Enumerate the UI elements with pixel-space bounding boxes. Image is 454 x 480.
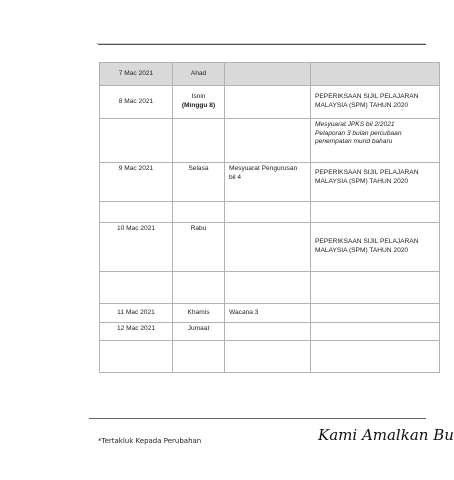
activity-cell <box>225 63 311 86</box>
event-cell <box>311 202 440 223</box>
activity-cell <box>225 223 311 272</box>
date-cell: 11 Mac 2021 <box>100 304 173 323</box>
date-cell <box>100 341 173 373</box>
exam-line: MALAYSIA (SPM) TAHUN 2020 <box>315 247 409 254</box>
activity-cell: Wacana 3 <box>225 304 311 323</box>
day-label: Isnin <box>191 93 206 101</box>
date-cell <box>100 272 173 304</box>
activity-cell <box>225 323 311 341</box>
date-cell <box>100 202 173 223</box>
day-cell: Khamis <box>173 304 225 323</box>
event-cell <box>311 163 440 202</box>
activity-cell <box>225 163 311 202</box>
event-cell <box>311 304 440 323</box>
event-cell <box>311 119 440 163</box>
activity-line: bil 4 <box>229 173 242 181</box>
footer-motto: Kami Amalkan Bu <box>318 426 454 444</box>
exam-line: PEPERIKSAAN SIJIL PELAJARAN <box>315 169 419 176</box>
footer-note: *Tertakluk Kepada Perubahan <box>98 437 202 445</box>
schedule-table <box>99 62 440 373</box>
table-row <box>100 119 440 163</box>
day-cell <box>173 341 225 373</box>
meeting-note: Mesyuarat JPKS bil 2/2021 <box>315 121 395 128</box>
activity-cell <box>225 341 311 373</box>
table-row <box>100 304 440 323</box>
day-cell <box>173 86 225 119</box>
event-cell <box>311 323 440 341</box>
table-row <box>100 163 440 202</box>
day-cell <box>173 272 225 304</box>
date-cell: 9 Mac 2021 <box>100 163 173 202</box>
activity-line: Mesyuarat Pengurusan <box>229 165 298 172</box>
date-cell <box>100 119 173 163</box>
table-row <box>100 202 440 223</box>
exam-line: PEPERIKSAAN SIJIL PELAJARAN <box>315 238 419 246</box>
day-cell: Ahad <box>173 63 225 86</box>
day-cell: Rabu <box>173 223 225 272</box>
exam-line: PEPERIKSAAN SIJIL PELAJARAN <box>315 93 419 101</box>
table-row <box>100 323 440 341</box>
activity-cell <box>225 272 311 304</box>
date-cell: 10 Mac 2021 <box>100 223 173 272</box>
day-cell <box>173 202 225 223</box>
event-cell <box>311 223 440 272</box>
table-row <box>100 341 440 373</box>
header-rule <box>98 44 426 45</box>
event-cell <box>311 272 440 304</box>
week-label: (Minggu 8) <box>181 102 216 109</box>
day-cell: Selasa <box>173 163 225 202</box>
date-cell: 8 Mac 2021 <box>100 86 173 119</box>
footer-rule <box>89 418 426 419</box>
activity-cell <box>225 86 311 119</box>
event-cell <box>311 63 440 86</box>
meeting-note: penempatan murid baharu <box>315 138 393 146</box>
date-cell: 12 Mac 2021 <box>100 323 173 341</box>
event-cell <box>311 86 440 119</box>
date-cell: 7 Mac 2021 <box>100 63 173 86</box>
event-cell <box>311 341 440 373</box>
activity-cell <box>225 119 311 163</box>
exam-line: MALAYSIA (SPM) TAHUN 2020 <box>315 177 409 185</box>
table-row <box>100 86 440 119</box>
table-row <box>100 272 440 304</box>
meeting-note: Pelaporan 3 bulan percubaan <box>315 129 402 137</box>
table-row <box>100 223 440 272</box>
activity-cell <box>225 202 311 223</box>
exam-line: MALAYSIA (SPM) TAHUN 2020 <box>315 102 409 109</box>
table-row <box>100 63 440 86</box>
day-cell: Jumaat <box>173 323 225 341</box>
day-cell <box>173 119 225 163</box>
